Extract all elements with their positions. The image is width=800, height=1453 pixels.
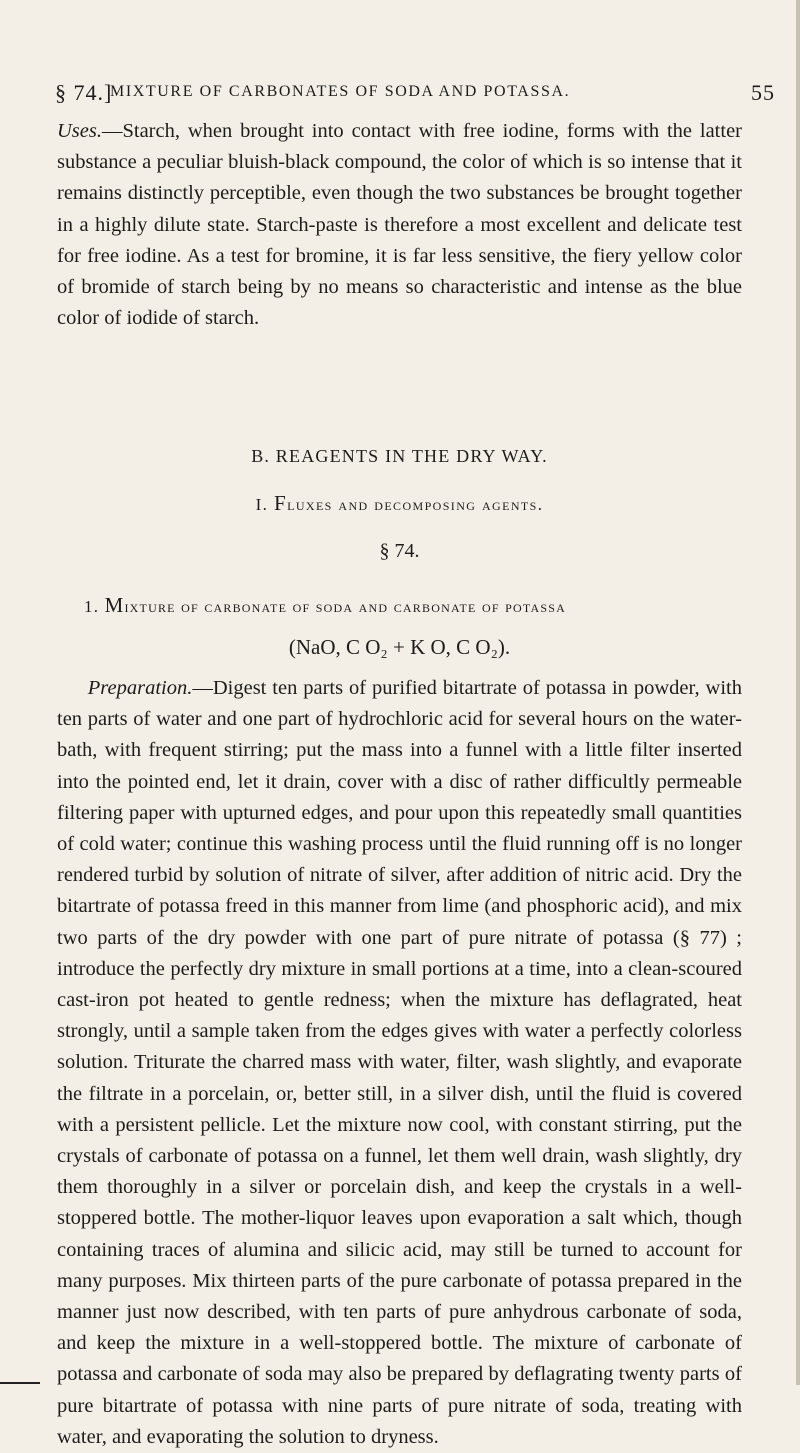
subsection-title: luxes and decomposing agents. [287,495,544,514]
item-title: ixture of carbonate of soda and carbonate of potassa [124,597,566,616]
uses-lead: Uses. [57,120,102,142]
uses-paragraph [57,116,742,334]
uses-text [57,116,742,334]
subsection-heading-i [57,491,742,516]
section-reference: § 74.] [55,80,113,105]
preparation-text [57,673,742,1453]
item-number: 1. [84,597,100,616]
subsection-number: I. [255,495,269,514]
section-heading-b: B. REAGENTS IN THE DRY WAY. [251,446,548,466]
uses-body: —Starch, when brought into contact with free iodine, forms with the latter substance a peculiar bluish-black compound, the color of which is so intense that it remains distinctly perceptible, even though the two substances be brought together in a highly dilute state. Starch-paste is therefore a most excellent and delicate test for free iodine. As a test for bromine, it is far less sensitive, the fiery yellow color of bromide of starch being by no means so characteristic and intense as the blue color of iodide of starch. [57,120,742,330]
running-title: MIXTURE OF CARBONATES OF SODA AND POTASSA. [110,83,571,100]
paragraph-section-number: § 74. [379,540,420,562]
item-initial: M [104,593,125,617]
page-bottom-rule [0,1382,40,1384]
preparation-lead: Preparation. [87,677,193,699]
page-right-edge [796,0,800,1385]
subsection-initial: F [274,491,288,515]
item-heading [84,593,769,618]
preparation-body: —Digest ten parts of purified bitartrate of potassa in powder, with ten parts of water and one part of hydrochloric acid for several hours on the water-bath, with frequent stirring; put the mass into a funnel with a little filter inserted into the pointed end, let it drain, cover with a disc of rather difficultly permeable filtering paper with upturned edges, and pour upon this repeatedly small quantities of cold water; continue this washing process until the fluid running off is no longer rendered turbid by solution of nitrate of silver, after addition of nitric acid. Dry the bitartrate of potassa freed in this manner from lime (and phosphoric acid), and mix two parts of the dry powder with one part of pure nitrate of potassa (§ 77) ; introduce the perfectly dry mixture in small portions at a time, into a clean-scoured cast-iron pot heated to gentle redness; when the mixture has deflagrated, heat strongly, until a sample taken from the edges gives with water a perfectly colorless solution. Triturate the charred mass with water, filter, wash slightly, and evaporate the filtrate in a porcelain, or, better still, in a silver dish, until the fluid is covered with a persistent pellicle. Let the mixture now cool, with constant stirring, put the crystals of carbonate of potassa on a funnel, let them well drain, wash slightly, dry them thoroughly in a silver or porcelain dish, and keep the crystals in a well-stoppered bottle. The mother-liquor leaves upon evaporation a salt which, though containing traces of alumina and silicic acid, may still be turned to account for many purposes. Mix thirteen parts of the pure carbonate of potassa prepared in the manner just now described, with ten parts of pure anhydrous carbonate of soda, and keep the mixture in a well-stoppered bottle. The mixture of carbonate of potassa and carbonate of soda may also be prepared by deflagrating twenty parts of pure bitartrate of potassa with nine parts of pure nitrate of soda, treating with water, and evaporating the solution to dryness. [57,677,742,1448]
preparation-paragraph [57,673,742,1453]
chemical-formula: (NaO, C O₂ + K O, C O₂). [288,635,511,659]
page-number: 55 [751,80,775,105]
